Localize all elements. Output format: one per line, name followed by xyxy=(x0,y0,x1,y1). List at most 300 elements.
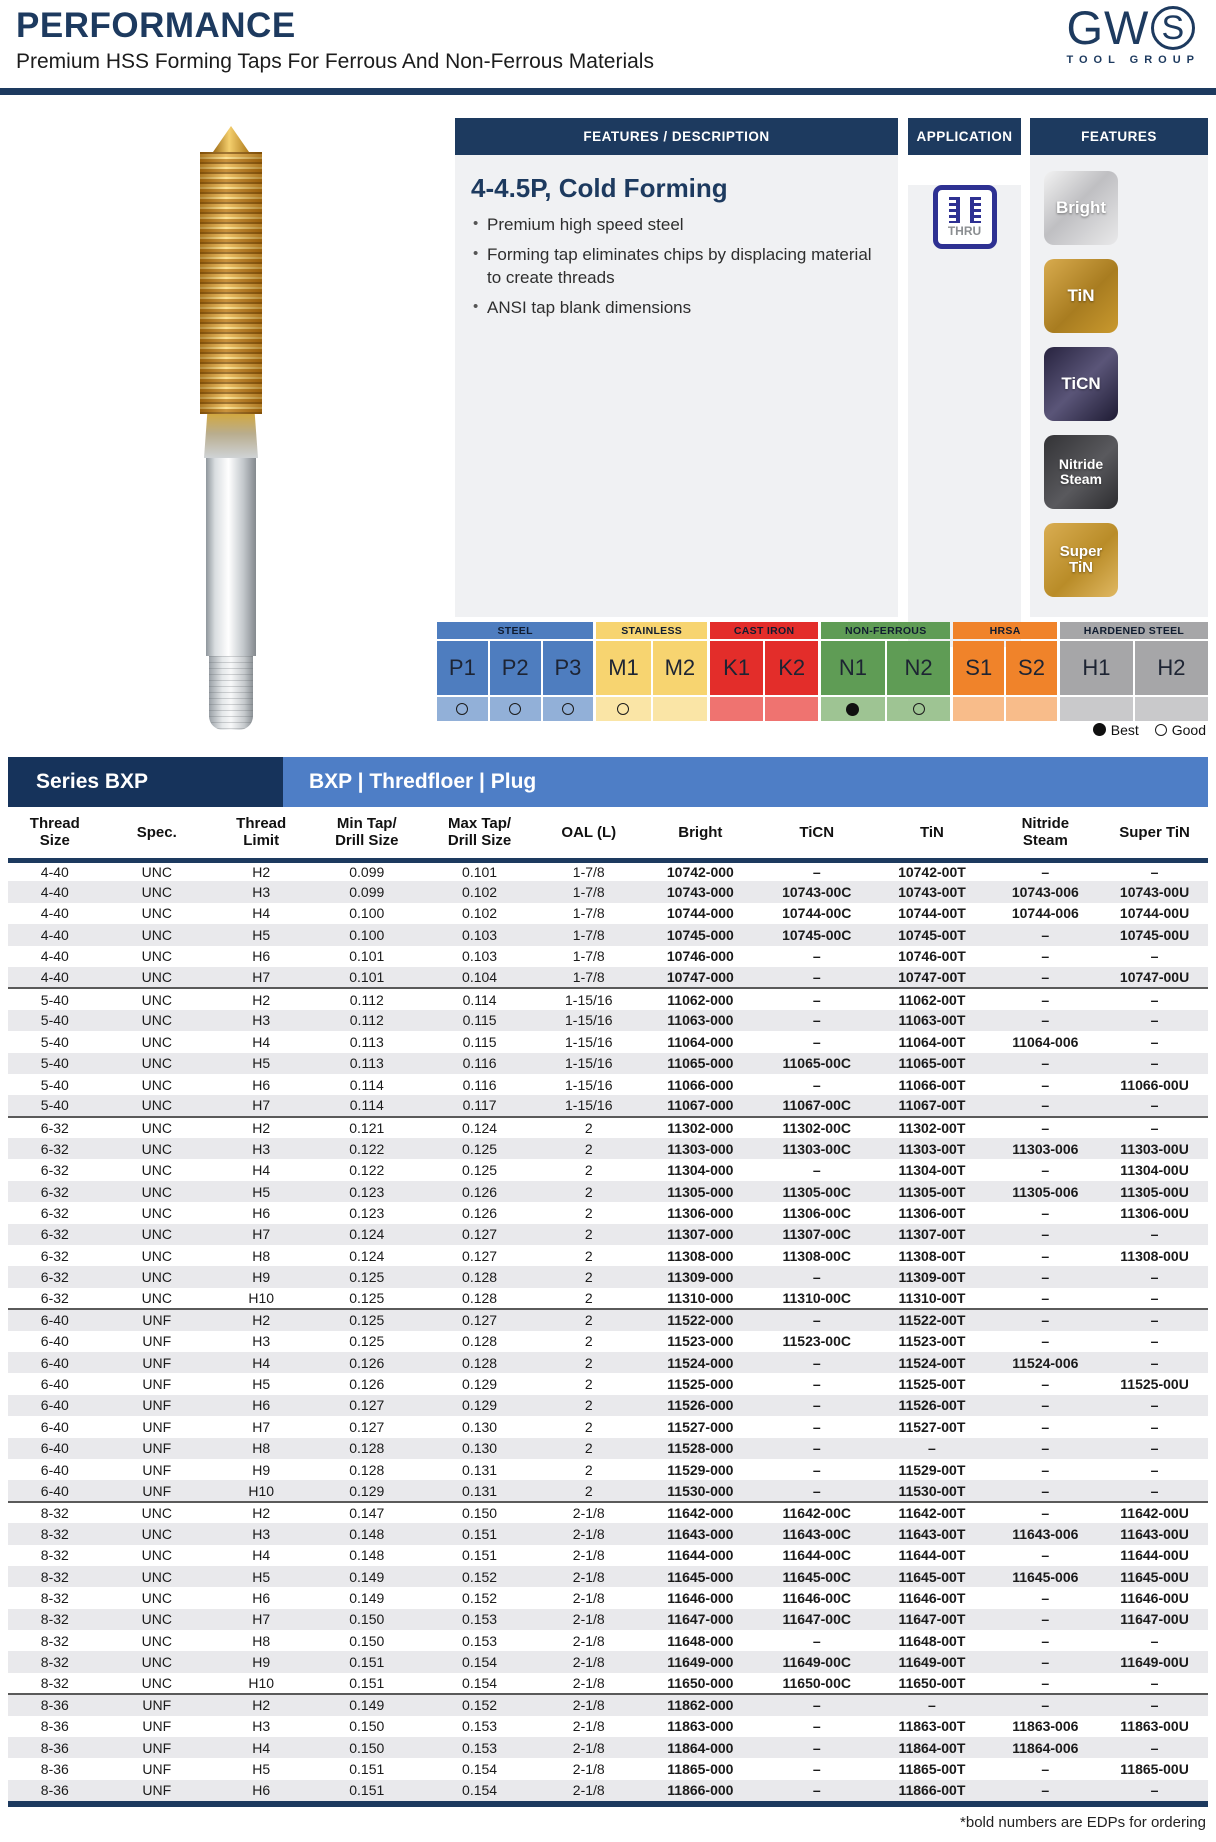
edp-cell: – xyxy=(1041,1376,1050,1393)
spec-cell: 0.147 xyxy=(349,1504,385,1521)
edp-cell: 11304-00U xyxy=(1120,1162,1189,1179)
table-row xyxy=(8,1288,1208,1309)
table-row xyxy=(8,1224,1208,1245)
spec-cell: H8 xyxy=(252,1632,271,1649)
edp-cell: – xyxy=(1150,1397,1159,1414)
spec-cell: 2-1/8 xyxy=(536,1673,642,1694)
edp-cell: 11310-00C xyxy=(759,1288,874,1309)
spec-cell: 8-36 xyxy=(40,1761,69,1778)
spec-cell: 0.150 xyxy=(349,1718,385,1735)
edp-cell: 11308-00C xyxy=(782,1247,851,1264)
spec-cell: 0.150 xyxy=(349,1632,385,1649)
spec-cell: H5 xyxy=(252,1568,271,1585)
spec-cell: UNC xyxy=(141,1632,172,1649)
edp-cell: – xyxy=(928,1440,936,1457)
edp-cell: – xyxy=(1041,1162,1050,1179)
edp-cell: – xyxy=(1150,1312,1159,1329)
edp-cell: – xyxy=(1041,1654,1050,1671)
edp-cell: 11305-00C xyxy=(782,1183,851,1200)
edp-cell: 11649-00C xyxy=(782,1654,851,1671)
spec-cell: 0.114 xyxy=(349,1076,384,1093)
spec-cell: H4 xyxy=(252,1739,271,1756)
spec-cell: 0.129 xyxy=(310,1480,423,1501)
edp-cell: 11865-00T xyxy=(898,1761,966,1778)
spec-cell: 2 xyxy=(584,1204,593,1221)
spec-cell: H3 xyxy=(252,1012,271,1029)
spec-cell: UNF xyxy=(142,1312,172,1329)
material-rating-P2 xyxy=(490,697,541,721)
spec-cell: 0.125 xyxy=(310,1288,423,1309)
spec-cell: 5-40 xyxy=(40,991,69,1008)
edp-cell: – xyxy=(1041,1269,1050,1286)
edp-cell: 11643-00C xyxy=(782,1525,851,1542)
spec-cell: UNC xyxy=(102,1288,212,1309)
table-row xyxy=(8,946,1208,967)
edp-cell: – xyxy=(1150,1418,1159,1435)
spec-cell: 2 xyxy=(584,1397,593,1414)
spec-cell: 2 xyxy=(584,1376,593,1393)
table-row xyxy=(8,1480,1208,1501)
edp-cell: 11642-00T xyxy=(898,1504,966,1521)
spec-cell: UNC xyxy=(141,1162,172,1179)
edp-cell: 11524-00T xyxy=(898,1354,966,1371)
spec-cell: 0.130 xyxy=(462,1440,498,1457)
edp-cell: – xyxy=(1150,863,1159,880)
spec-cell: 4-40 xyxy=(40,926,69,943)
material-cell-K1: K1 xyxy=(710,641,763,695)
edp-cell: 11308-000 xyxy=(667,1247,734,1264)
edp-cell: 11064-006 xyxy=(1012,1033,1079,1050)
edp-cell: 11305-006 xyxy=(1012,1183,1079,1200)
finish-badge-grid xyxy=(1030,155,1208,617)
edp-cell: – xyxy=(812,863,821,880)
edp-cell: – xyxy=(1041,991,1050,1008)
edp-cell: – xyxy=(1150,1440,1159,1457)
spec-cell: H8 xyxy=(252,1247,271,1264)
column-header: Nitride Steam xyxy=(990,807,1102,860)
table-row xyxy=(8,1523,1208,1544)
spec-cell: UNF xyxy=(142,1418,172,1435)
spec-cell: 2-1/8 xyxy=(572,1718,605,1735)
edp-cell: – xyxy=(812,1012,821,1029)
edp-cell: 11649-000 xyxy=(667,1654,734,1671)
thread-profile-left-icon xyxy=(949,197,960,223)
spec-cell: 0.112 xyxy=(349,991,384,1008)
edp-cell: – xyxy=(812,1162,821,1179)
edp-cell: 11526-000 xyxy=(667,1397,734,1414)
spec-cell: 0.129 xyxy=(462,1376,498,1393)
edp-cell: 10747-00T xyxy=(874,967,989,988)
edp-cell: 10747-00U xyxy=(1101,967,1208,988)
edp-cell: 11863-00T xyxy=(898,1718,966,1735)
spec-cell: 0.126 xyxy=(349,1354,385,1371)
edp-cell: 11527-00T xyxy=(898,1418,966,1435)
material-rating-H1 xyxy=(1060,697,1133,721)
edp-cell: 11650-00C xyxy=(759,1673,874,1694)
badge-label: TiN xyxy=(1067,285,1095,305)
spec-cell: 1-15/16 xyxy=(565,1076,613,1093)
edp-cell: 11067-00T xyxy=(874,1095,989,1116)
edp-cell: 11646-00T xyxy=(898,1589,966,1606)
spec-cell: 0.117 xyxy=(423,1095,536,1116)
edp-cell: 10742-00T xyxy=(898,863,966,880)
spec-cell: 0.153 xyxy=(462,1632,498,1649)
spec-cell: H9 xyxy=(252,1461,271,1478)
edp-cell: 11066-000 xyxy=(667,1076,734,1093)
material-cell-H1: H1 xyxy=(1060,641,1133,695)
spec-cell: 4-40 xyxy=(40,948,69,965)
spec-cell: H2 xyxy=(252,1504,271,1521)
series-bar xyxy=(8,757,1208,807)
logo-s-circle-icon: S xyxy=(1151,6,1195,50)
edp-cell: – xyxy=(1041,1611,1050,1628)
spec-cell: UNC xyxy=(141,1654,172,1671)
spec-cell: 0.128 xyxy=(423,1288,536,1309)
edp-cell: 11529-000 xyxy=(667,1461,734,1478)
spec-cell: H10 xyxy=(212,1480,310,1501)
table-row xyxy=(8,1373,1208,1394)
edp-cell: 11865-000 xyxy=(667,1761,734,1778)
badge-label: TiN xyxy=(1069,559,1093,576)
spec-cell: 0.150 xyxy=(349,1611,385,1628)
gws-tool-group-logo xyxy=(1066,1,1200,66)
edp-cell: – xyxy=(1150,1739,1159,1756)
edp-cell: 11522-000 xyxy=(667,1312,734,1329)
finish-badge-bright xyxy=(1044,171,1118,245)
spec-cell: H2 xyxy=(252,1697,271,1714)
edp-cell: – xyxy=(812,1269,821,1286)
material-rating-K2 xyxy=(765,697,818,721)
badge-label: Super xyxy=(1059,542,1103,560)
spec-cell: 6-32 xyxy=(40,1204,69,1221)
edp-cell: 11527-000 xyxy=(667,1418,734,1435)
product-variant-title: 4-4.5P, Cold Forming xyxy=(471,173,728,203)
edp-cell: – xyxy=(1041,1761,1050,1778)
edp-cell: 10742-000 xyxy=(666,863,734,880)
tap-shank xyxy=(206,458,256,656)
edp-cell: – xyxy=(1150,1354,1159,1371)
spec-cell: 6-40 xyxy=(40,1461,69,1478)
material-ratings xyxy=(1060,697,1208,721)
spec-cell: UNC xyxy=(102,1673,212,1694)
spec-cell: 0.127 xyxy=(462,1226,498,1243)
spec-cell: UNC xyxy=(102,967,212,988)
edp-cell: 10744-000 xyxy=(666,905,734,922)
table-row xyxy=(8,1010,1208,1031)
spec-cell: 2 xyxy=(584,1247,593,1264)
spec-cell: 0.152 xyxy=(462,1568,498,1585)
spec-cell: 0.102 xyxy=(462,884,498,901)
table-row xyxy=(8,1609,1208,1630)
edp-cell: 11647-00C xyxy=(782,1611,851,1628)
application-panel xyxy=(908,118,1021,647)
edp-cell: 11307-00T xyxy=(898,1226,966,1243)
header-divider xyxy=(0,88,1216,95)
spec-cell: H6 xyxy=(252,948,271,965)
table-header-row xyxy=(8,807,1208,860)
column-header: Bright xyxy=(642,807,760,860)
column-header: Min Tap/ Drill Size xyxy=(310,807,423,860)
spec-cell: H5 xyxy=(252,926,271,943)
edp-cell: 11303-006 xyxy=(1012,1140,1079,1157)
spec-cell: 0.103 xyxy=(462,926,498,943)
column-header: Super TiN xyxy=(1101,807,1208,860)
material-cells xyxy=(953,641,1057,695)
edp-cell: 11645-006 xyxy=(1012,1568,1079,1585)
spec-cell: 0.113 xyxy=(349,1033,384,1050)
edp-cell: 11306-00C xyxy=(782,1204,851,1221)
spec-cell: 0.152 xyxy=(462,1589,498,1606)
spec-cell: 0.127 xyxy=(349,1418,385,1435)
chart-legend xyxy=(1093,722,1206,738)
spec-cell: 0.124 xyxy=(462,1119,498,1136)
spec-cell: 2 xyxy=(584,1140,593,1157)
spec-cell: 2 xyxy=(584,1354,593,1371)
spec-cell: 2-1/8 xyxy=(572,1697,605,1714)
edp-cell: – xyxy=(928,1697,936,1714)
spec-cell: 2-1/8 xyxy=(572,1739,605,1756)
edp-cell: 11649-00U xyxy=(1120,1654,1189,1671)
edp-cell: – xyxy=(1041,863,1050,880)
spec-cell: UNF xyxy=(142,1782,172,1799)
spec-cell: UNF xyxy=(142,1397,172,1414)
spec-cell: 6-32 xyxy=(40,1226,69,1243)
spec-cell: UNC xyxy=(141,1525,172,1542)
edp-cell: – xyxy=(1041,1119,1050,1136)
edp-cell: 11646-000 xyxy=(667,1589,734,1606)
edp-cell: 11309-00T xyxy=(898,1269,966,1286)
spec-cell: 2-1/8 xyxy=(572,1782,605,1799)
edp-cell: 11525-000 xyxy=(667,1376,734,1393)
spec-cell: 0.129 xyxy=(462,1397,498,1414)
edp-cell: 11646-00C xyxy=(782,1589,851,1606)
material-ratings xyxy=(710,697,818,721)
edp-cell: 11864-00T xyxy=(898,1739,966,1756)
material-ratings xyxy=(953,697,1057,721)
spec-cell: 0.154 xyxy=(462,1782,498,1799)
edp-cell: – xyxy=(812,1718,821,1735)
edp-cell: – xyxy=(812,1312,821,1329)
spec-cell: 2 xyxy=(584,1226,593,1243)
edp-cell: 10745-00T xyxy=(898,926,966,943)
spec-cell: UNF xyxy=(142,1333,172,1350)
spec-cell: 1-7/8 xyxy=(536,967,642,988)
edp-cell: – xyxy=(812,1739,821,1756)
tap-spec-table xyxy=(8,807,1208,1801)
spec-cell: 6-32 xyxy=(40,1140,69,1157)
spec-cell: UNC xyxy=(141,1611,172,1628)
edp-cell: 11526-00T xyxy=(898,1397,966,1414)
spec-cell: 8-32 xyxy=(40,1568,69,1585)
material-group xyxy=(437,622,593,721)
edp-cell: – xyxy=(1041,1504,1050,1521)
page-title: PERFORMANCE xyxy=(16,6,296,45)
spec-cell: 0.128 xyxy=(462,1354,498,1371)
material-ratings xyxy=(596,697,707,721)
edp-cell: 11307-000 xyxy=(667,1226,734,1243)
edp-cell: 10743-00U xyxy=(1119,884,1190,901)
edp-cell: – xyxy=(1101,1095,1208,1116)
badge-label: Nitride xyxy=(1058,455,1104,472)
spec-cell: 8-36 xyxy=(40,1782,69,1799)
edp-cell: 11065-000 xyxy=(667,1055,734,1072)
spec-cell: 0.128 xyxy=(349,1440,385,1457)
spec-cell: 6-40 xyxy=(40,1312,69,1329)
edp-cell: 11306-00U xyxy=(1120,1204,1189,1221)
features-panel xyxy=(1030,118,1208,617)
feature-bullet-list xyxy=(455,214,898,320)
spec-cell: 4-40 xyxy=(40,905,69,922)
spec-cell: H8 xyxy=(252,1440,271,1457)
material-group xyxy=(821,622,950,721)
material-cells xyxy=(596,641,707,695)
edp-cell: – xyxy=(812,948,821,965)
spec-cell: 2 xyxy=(584,1312,593,1329)
spec-cell: 0.151 xyxy=(349,1654,385,1671)
material-cell-P3: P3 xyxy=(543,641,594,695)
material-cell-K2: K2 xyxy=(765,641,818,695)
edp-cell: 11062-00T xyxy=(898,991,966,1008)
edp-cell: 11645-00C xyxy=(782,1568,851,1585)
edp-cell: – xyxy=(1041,1076,1050,1093)
edp-cell: 11302-00T xyxy=(898,1119,966,1136)
spec-cell: 6-40 xyxy=(40,1418,69,1435)
edp-cell: – xyxy=(812,991,821,1008)
spec-cell: 1-15/16 xyxy=(536,1095,642,1116)
spec-cell: H5 xyxy=(252,1376,271,1393)
edp-cell: 11644-000 xyxy=(667,1547,734,1564)
edp-cell: 11310-000 xyxy=(642,1288,760,1309)
edp-cell: 11864-000 xyxy=(667,1739,734,1756)
spec-cell: 0.153 xyxy=(462,1718,498,1735)
edp-cell: 11305-00T xyxy=(898,1183,966,1200)
material-group xyxy=(710,622,818,721)
spec-cell: 0.126 xyxy=(462,1183,498,1200)
spec-cell: 0.148 xyxy=(349,1525,385,1542)
edp-cell: 11866-00T xyxy=(898,1782,966,1799)
spec-cell: 0.100 xyxy=(349,926,385,943)
spec-cell: 0.123 xyxy=(349,1204,385,1221)
edp-cell: – xyxy=(1150,1055,1159,1072)
table-row xyxy=(8,1352,1208,1373)
spec-cell: 1-15/16 xyxy=(565,1012,613,1029)
table-row xyxy=(8,1245,1208,1266)
spec-cell: 0.125 xyxy=(349,1333,385,1350)
table-row xyxy=(8,1438,1208,1459)
edp-cell: – xyxy=(812,1782,821,1799)
spec-cell: 8-32 xyxy=(8,1673,102,1694)
edp-cell: – xyxy=(1150,1226,1159,1243)
spec-cell: UNC xyxy=(141,1183,172,1200)
page-subtitle: Premium HSS Forming Taps For Ferrous And Non-Ferrous Materials xyxy=(16,50,654,73)
spec-cell: 5-40 xyxy=(40,1076,69,1093)
edp-cell: 11642-00U xyxy=(1120,1504,1189,1521)
edp-cell: 10743-000 xyxy=(666,884,734,901)
spec-cell: 4-40 xyxy=(40,863,69,880)
edp-cell: – xyxy=(1150,1033,1159,1050)
spec-cell: 2 xyxy=(536,1288,642,1309)
finish-badge-nitride xyxy=(1044,435,1118,509)
table-row xyxy=(8,903,1208,924)
edp-cell: 10745-00C xyxy=(782,926,852,943)
edp-cell: 11647-00T xyxy=(898,1611,966,1628)
spec-cell: 0.114 xyxy=(310,1095,423,1116)
material-cell-M1: M1 xyxy=(596,641,650,695)
column-header: OAL (L) xyxy=(536,807,642,860)
spec-cell: 0.101 xyxy=(462,863,498,880)
edp-cell: 11062-000 xyxy=(667,991,734,1008)
edp-cell: 11866-000 xyxy=(667,1782,734,1799)
spec-cell: 0.128 xyxy=(349,1461,385,1478)
series-description: BXP | Thredfloer | Plug xyxy=(283,757,1208,807)
spec-cell: 4-40 xyxy=(8,967,102,988)
edp-cell: 11648-000 xyxy=(667,1632,734,1649)
table-row xyxy=(8,1587,1208,1608)
spec-cell: H6 xyxy=(252,1204,271,1221)
edp-cell: – xyxy=(812,1697,821,1714)
edp-cell: 10744-00U xyxy=(1119,905,1190,922)
spec-cell: 0.113 xyxy=(349,1055,384,1072)
edp-cell: – xyxy=(1150,1333,1159,1350)
edp-cell: – xyxy=(812,1632,821,1649)
table-row xyxy=(8,1053,1208,1074)
edp-cell: 10745-000 xyxy=(666,926,734,943)
spec-cell: UNC xyxy=(141,1568,172,1585)
material-cell-M2: M2 xyxy=(653,641,707,695)
edp-cell: 11864-006 xyxy=(1012,1739,1079,1756)
edp-cell: 11303-000 xyxy=(667,1140,734,1157)
spec-cell: H4 xyxy=(252,905,271,922)
spec-cell: 0.100 xyxy=(349,905,385,922)
spec-cell: 0.151 xyxy=(462,1525,498,1542)
spec-cell: 0.153 xyxy=(462,1739,498,1756)
logo-letters-icon xyxy=(1066,1,1200,54)
spec-cell: H3 xyxy=(252,1333,271,1350)
edp-cell: 10743-006 xyxy=(1011,884,1079,901)
edp-cell: 10744-00C xyxy=(782,905,852,922)
spec-cell: 0.151 xyxy=(462,1547,498,1564)
edp-cell: 11308-00U xyxy=(1120,1247,1189,1264)
edp-cell: 11307-00C xyxy=(782,1226,851,1243)
spec-cell: 1-15/16 xyxy=(565,1055,613,1072)
spec-cell: 8-32 xyxy=(40,1611,69,1628)
table-row xyxy=(8,1502,1208,1523)
spec-cell: 2-1/8 xyxy=(572,1568,605,1585)
spec-cell: H7 xyxy=(212,967,310,988)
good-rating-icon xyxy=(562,703,574,715)
spec-cell: H9 xyxy=(252,1269,271,1286)
table-row xyxy=(8,967,1208,988)
edp-cell: – xyxy=(812,1440,821,1457)
spec-cell: UNC xyxy=(141,1119,172,1136)
tap-product-image xyxy=(196,126,266,730)
table-row xyxy=(8,1074,1208,1095)
spec-cell: UNF xyxy=(102,1480,212,1501)
spec-cell: 0.124 xyxy=(349,1247,385,1264)
edp-cell: 11066-00T xyxy=(898,1076,966,1093)
material-rating-N1 xyxy=(821,697,885,721)
edp-cell: 11865-00U xyxy=(1120,1761,1189,1778)
edp-cell: 11302-00C xyxy=(782,1119,851,1136)
spec-cell: 6-32 xyxy=(40,1269,69,1286)
spec-cell: H6 xyxy=(252,1076,271,1093)
table-row xyxy=(8,1758,1208,1779)
table-row xyxy=(8,860,1208,881)
table-row xyxy=(8,1331,1208,1352)
spec-cell: UNF xyxy=(142,1354,172,1371)
column-header: TiN xyxy=(874,807,989,860)
edp-cell: 10743-00T xyxy=(898,884,966,901)
